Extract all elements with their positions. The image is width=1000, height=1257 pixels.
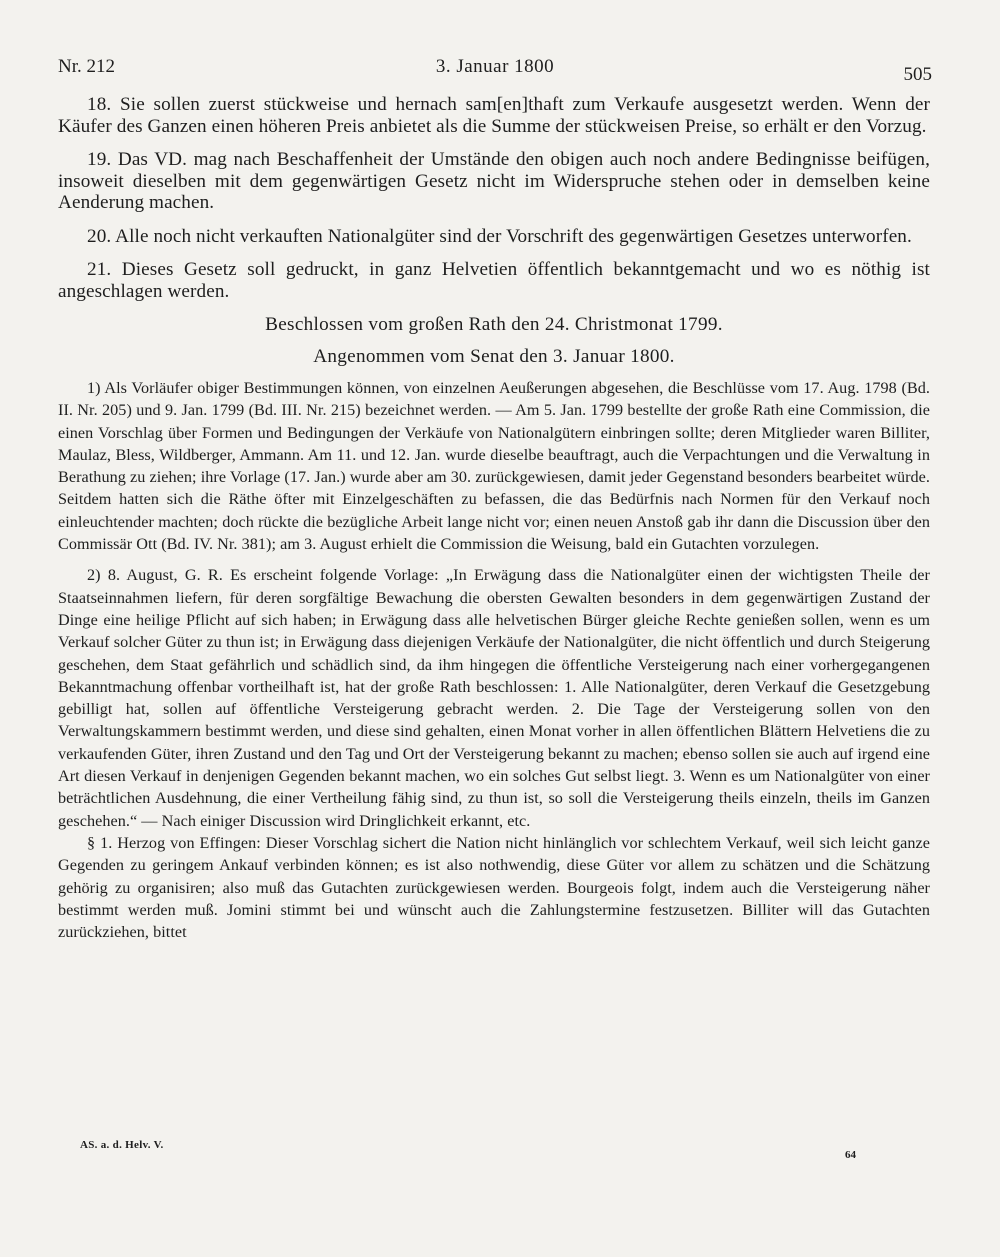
footnote-1: 1) Als Vorläufer obiger Bestimmungen können, von einzelnen Aeußerungen abgesehen, die Beschlüsse vom 17. Aug. 1798 (Bd. II. Nr. 205) und 9. Jan. 1799 (Bd. III. Nr. 215) bezeichnet werden. — Am 5. Jan. 1799 bestellte der große Rath eine Commission, die einen Vorschlag über Formen und Bedingungen der Verkäufe von Nationalgütern einbringen sollte; deren Mitglieder waren Billiter, Maulaz, Bless, Wildberger, Ammann. Am 11. und 12. Jan. wurde dieselbe beauftragt, auch die Verpachtungen und die Verwaltung in Berathung zu ziehen; ihre Vorlage (17. Jan.) wurde aber am 30. zurückgewiesen, damit jeder Gegenstand besonders bearbeitet würde. Seitdem hatten sich die Räthe öfter mit Einzelgeschäften zu befassen, die das Bedürfnis nach Normen für den Verkauf noch einleuchtender machten; doch rückte die bezügliche Arbeit lange nicht vor; einen neuen Anstoß gab ihr dann die Discussion über den Commissär Ott (Bd. IV. Nr. 381); am 3. August erhielt die Commission die Weisung, bald ein Gutachten vorzulegen. <box>58 379 930 554</box>
article-19: 19. Das VD. mag nach Beschaffenheit der Umstände den obigen auch noch andere Bedingnisse beifügen, insoweit dieselben mit dem gegenwärtigen Gesetz nicht im Widerspruche stehen oder in demselben keine Aenderung machen. <box>58 149 930 213</box>
page-body <box>58 94 930 952</box>
resolution-grosser-rath: Beschlossen vom großen Rath den 24. Christmonat 1799. <box>265 314 723 335</box>
page-header <box>58 56 932 86</box>
page-number: 505 <box>903 64 932 85</box>
article-21: 21. Dieses Gesetz soll gedruckt, in ganz Helvetien öffentlich bekanntgemacht und wo es nöthig ist angeschlagen werden. <box>58 259 930 302</box>
signature-mark: AS. a. d. Helv. V. <box>80 1139 164 1151</box>
article-18: 18. Sie sollen zuerst stückweise und hernach sam[en]thaft zum Verkaufe ausgesetzt werden. Wenn der Käufer des Ganzen einen höheren Preis anbietet als die Summe der stückweisen Preise, so erhält er den Vorzug. <box>58 94 930 137</box>
sheet-number: 64 <box>845 1149 856 1161</box>
article-20: 20. Alle noch nicht verkauften Nationalgüter sind der Vorschrift des gegenwärtigen Gesetzes unterworfen. <box>87 225 912 247</box>
page-footer <box>58 1139 930 1179</box>
document-date: 3. Januar 1800 <box>435 56 555 77</box>
footnote-2: 2) 8. August, G. R. Es erscheint folgende Vorlage: „In Erwägung dass die Nationalgüter einen der wichtigsten Theile der Staatseinnahmen liefern, für deren sorgfältige Bewachung die obersten Gewalten besonders in dem gegenwärtigen Zustand der Dinge eine heilige Pflicht auf sich haben; in Erwägung dass alle helvetischen Bürger gleiche Rechte genießen sollen, wenn es um Verkauf solcher Güter zu thun ist; in Erwägung dass diejenigen Verkäufe der Nationalgüter, die nicht öffentlich und durch Steigerung geschehen, dem Staat gefährlich und schädlich sind, da ihm hingegen die öffentliche Versteigerung nach einer vorhergegangenen Bekanntmachung offenbar vortheilhaft ist, hat der große Rath beschlossen: 1. Alle Nationalgüter, deren Verkauf die Gesetzgebung gebilligt hat, sollen auf öffentliche Versteigerung gebracht werden. 2. Die Tage der Versteigerung sollen von den Verwaltungskammern bestimmt werden, und diese sind gehalten, einen Monat vorher in allen öffentlichen Blättern Helvetiens die zu verkaufenden Güter, ihren Zustand und den Tag und Ort der Versteigerung bekannt zu machen; ebenso sollen sie auch auf irgend eine Art diesen Verkauf in denjenigen Gegenden bekannt machen, wo ein solches Gut selbst liegt. 3. Wenn es um Nationalgüter von einer beträchtlichen Ausdehnung, die einer Vertheilung fähig sind, zu thun ist, so soll die Versteigerung theils einzeln, theils im Ganzen geschehen.“ — Nach einiger Discussion wird Dringlichkeit erkannt, etc. <box>58 566 930 830</box>
document-number: Nr. 212 <box>58 56 115 77</box>
footnote-2-continuation: § 1. Herzog von Effingen: Dieser Vorschlag sichert die Nation nicht hinlänglich vor schlechtem Verkauf, weil sich leicht ganze Gegenden zu geringem Ankauf verbinden können; es ist also nothwendig, diese Güter vor allem zu schätzen und die Schätzung gehörig zu organisiren; also muß das Gutachten zurückgewiesen werden. Bourgeois folgt, indem auch die Versteigerung näher bestimmt werden muß. Jomini stimmt bei und wünscht auch die Zahlungstermine festzusetzen. Billiter will das Gutachten zurückziehen, bittet <box>58 833 930 942</box>
resolution-senat: Angenommen vom Senat den 3. Januar 1800. <box>313 345 675 367</box>
